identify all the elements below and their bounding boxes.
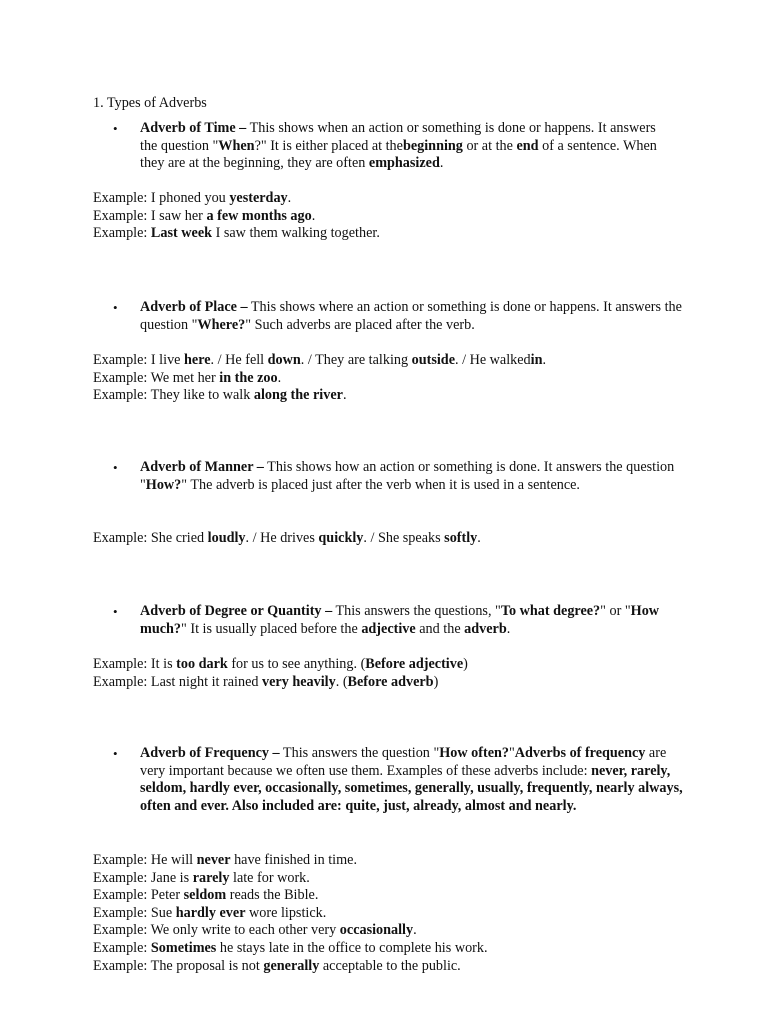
text-run: . ( bbox=[335, 673, 348, 690]
text-run: Example: Sue bbox=[93, 904, 176, 921]
text-run: wore lipstick. bbox=[245, 904, 327, 921]
text-run: Example: He will bbox=[93, 852, 197, 868]
bold-text: Adverb of Frequency – bbox=[140, 745, 280, 761]
examples-adverb-of-manner bbox=[93, 530, 713, 548]
text-run: Example: bbox=[93, 225, 151, 242]
example-line bbox=[93, 387, 713, 405]
bold-text: Adverb of Manner – bbox=[140, 459, 264, 475]
bullet-adverb-of-time bbox=[93, 120, 673, 173]
text-run: " The adverb is placed just after the verb when it is used in a sentence. bbox=[181, 476, 580, 493]
bold-text: never bbox=[196, 852, 231, 868]
example-line bbox=[93, 225, 713, 243]
example-line bbox=[93, 958, 713, 976]
text-run: This shows when an action or something is done or happens. It answers the question " bbox=[140, 120, 656, 154]
text-run: and the bbox=[415, 620, 465, 637]
text-run: for us to see anything. ( bbox=[227, 656, 366, 672]
examples-adverb-of-degree bbox=[93, 656, 713, 691]
bold-text: Before adverb bbox=[347, 673, 434, 690]
text-run: Example: We only write to each other very bbox=[93, 922, 340, 939]
definition-text bbox=[140, 745, 683, 815]
text-run: Example: Jane is bbox=[93, 869, 193, 886]
bold-text: How? bbox=[145, 476, 182, 493]
bold-text: end bbox=[516, 137, 539, 154]
bold-text: To what degree? bbox=[500, 603, 601, 619]
bold-text: hardly ever bbox=[175, 904, 246, 921]
text-run: . bbox=[277, 369, 282, 386]
text-run: Example: Last night it rained bbox=[93, 673, 263, 690]
bold-text: a few months ago bbox=[206, 207, 312, 224]
bold-text: occasionally bbox=[339, 922, 414, 939]
bold-text: never, rarely, seldom, hardly ever, occasionally, sometimes, generally, usually, frequently, nearly always, often and ever. Also included are: quite, just, already, almost and nearly. bbox=[140, 762, 683, 814]
text-run: . bbox=[542, 352, 547, 368]
examples-adverb-of-time bbox=[93, 190, 713, 243]
bullet-point: • bbox=[113, 746, 118, 761]
examples-adverb-of-place bbox=[93, 352, 713, 405]
examples-adverb-of-frequency bbox=[93, 852, 713, 975]
bold-text: Where? bbox=[197, 316, 246, 333]
definition-text bbox=[140, 459, 683, 494]
bold-text: When bbox=[218, 137, 255, 154]
text-run: . bbox=[287, 190, 292, 206]
text-run: Example: I live bbox=[93, 352, 185, 368]
bold-text: too dark bbox=[176, 656, 228, 672]
bullet-point: • bbox=[113, 121, 118, 136]
text-run: . bbox=[506, 620, 511, 637]
text-run: This answers the question " bbox=[279, 745, 440, 761]
example-line bbox=[93, 530, 713, 548]
text-run: . / He drives bbox=[245, 530, 319, 546]
bold-text: Last week bbox=[150, 225, 213, 242]
example-line bbox=[93, 674, 713, 692]
bold-text: yesterday bbox=[229, 190, 288, 206]
text-run: . bbox=[342, 387, 347, 404]
example-line bbox=[93, 852, 713, 870]
example-line bbox=[93, 208, 713, 226]
text-run: have finished in time. bbox=[230, 852, 357, 868]
example-line bbox=[93, 352, 713, 370]
text-run: . / He fell bbox=[210, 352, 268, 368]
definition-text bbox=[140, 120, 673, 173]
bold-text: in the zoo bbox=[219, 369, 278, 386]
bold-text: softly bbox=[444, 530, 478, 546]
example-line bbox=[93, 870, 713, 888]
bold-text: Adverb of Place – bbox=[140, 299, 248, 315]
text-run: Example: They like to walk bbox=[93, 387, 254, 404]
bold-text: adverb bbox=[464, 620, 507, 637]
bold-text: Adverbs of frequency bbox=[514, 745, 646, 761]
text-run: . / She speaks bbox=[363, 530, 445, 546]
text-run: " or " bbox=[600, 603, 631, 619]
bullet-adverb-of-manner bbox=[93, 459, 683, 494]
text-run: ?" It is either placed at the bbox=[254, 137, 403, 154]
bold-text: down bbox=[267, 352, 301, 368]
text-run: acceptable to the public. bbox=[319, 957, 461, 974]
example-line bbox=[93, 940, 713, 958]
bold-text: beginning bbox=[402, 137, 463, 154]
bold-text: emphasized bbox=[368, 155, 440, 172]
text-run: ) bbox=[433, 673, 439, 690]
text-run: . bbox=[477, 530, 481, 546]
bold-text: Adverb of Degree or Quantity – bbox=[140, 603, 333, 619]
text-run: or at the bbox=[462, 137, 517, 154]
bold-text: Sometimes bbox=[150, 939, 217, 956]
definition-text bbox=[140, 603, 683, 638]
text-run: This shows how an action or something is done. It answers the question " bbox=[140, 459, 675, 493]
bold-text: loudly bbox=[207, 530, 246, 546]
bold-text: Adverb of Time – bbox=[140, 120, 247, 136]
bullet-adverb-of-degree bbox=[93, 603, 683, 638]
definition-text bbox=[140, 299, 683, 334]
text-run: Example: Peter bbox=[93, 887, 184, 904]
text-run: . bbox=[439, 155, 444, 172]
text-run: I saw them walking together. bbox=[212, 225, 380, 242]
text-run: Example: We met her bbox=[93, 369, 220, 386]
text-run: " Such adverbs are placed after the verb. bbox=[245, 316, 475, 333]
text-run: ) bbox=[463, 656, 468, 672]
text-run: Example: It is bbox=[93, 656, 177, 672]
bullet-adverb-of-place bbox=[93, 299, 683, 334]
bullet-point: • bbox=[113, 300, 118, 315]
bold-text: How often? bbox=[439, 745, 509, 761]
text-run: Example: bbox=[93, 939, 151, 956]
example-line bbox=[93, 190, 713, 208]
text-run: reads the Bible. bbox=[226, 887, 319, 904]
bullet-point: • bbox=[113, 460, 118, 475]
section-heading: 1. Types of Adverbs bbox=[93, 95, 207, 111]
example-line bbox=[93, 887, 713, 905]
text-run: . bbox=[311, 207, 316, 224]
text-run: . / They are talking bbox=[300, 352, 412, 368]
bullet-adverb-of-frequency bbox=[93, 745, 683, 815]
bold-text: here bbox=[184, 352, 211, 368]
bold-text: along the river bbox=[253, 387, 343, 404]
text-run: Example: The proposal is not bbox=[93, 957, 264, 974]
example-line bbox=[93, 370, 713, 388]
text-run: " It is usually placed before the bbox=[181, 620, 362, 637]
text-run: are very important because we often use them. Examples of these adverbs include: bbox=[140, 745, 667, 779]
text-run: This answers the questions, " bbox=[332, 603, 501, 619]
bold-text: in bbox=[530, 352, 543, 368]
text-run: This shows where an action or something is done or happens. It answers the question " bbox=[140, 299, 682, 333]
text-run: . bbox=[413, 922, 417, 939]
text-run: " bbox=[509, 745, 515, 761]
text-run: late for work. bbox=[229, 869, 310, 886]
bold-text: adjective bbox=[361, 620, 416, 637]
bold-text: generally bbox=[263, 957, 320, 974]
text-run: Example: I phoned you bbox=[93, 190, 230, 206]
bold-text: outside bbox=[411, 352, 455, 368]
bold-text: rarely bbox=[192, 869, 230, 886]
text-run: he stays late in the office to complete his work. bbox=[216, 939, 488, 956]
text-run: of a sentence. When they are at the beginning, they are often bbox=[140, 137, 657, 172]
bold-text: Before adjective bbox=[365, 656, 464, 672]
bullet-point: • bbox=[113, 604, 118, 619]
bold-text: seldom bbox=[183, 887, 227, 904]
text-run: Example: She cried bbox=[93, 530, 208, 546]
text-run: . / He walked bbox=[455, 352, 531, 368]
example-line bbox=[93, 905, 713, 923]
bold-text: How much? bbox=[140, 603, 660, 637]
example-line bbox=[93, 922, 713, 940]
bold-text: very heavily bbox=[262, 673, 336, 690]
example-line bbox=[93, 656, 713, 674]
bold-text: quickly bbox=[318, 530, 364, 546]
text-run: Example: I saw her bbox=[93, 207, 207, 224]
